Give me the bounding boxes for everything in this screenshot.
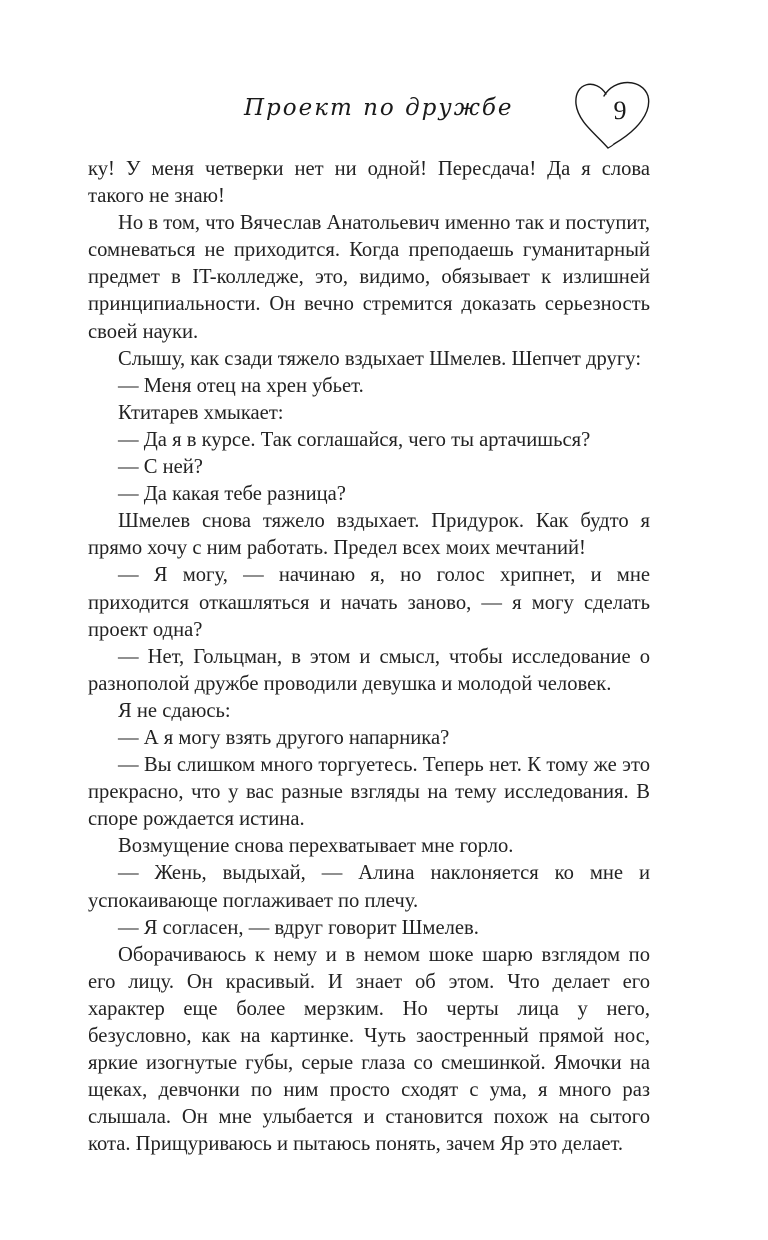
body-text <box>88 156 650 1158</box>
page-number-badge <box>568 74 658 154</box>
running-title: Проект по дружбе <box>244 95 514 121</box>
dialogue-line: — Нет, Гольцман, в этом и смысл, чтобы исследование о разнополой дружбе проводили девушка и молодой человек. <box>88 645 650 695</box>
dialogue-line: — Я согласен, — вдруг говорит Шмелев. <box>118 916 479 939</box>
paragraph: Шмелев снова тяжело вздыхает. Придурок. Как будто я прямо хочу с ним работать. Предел всех моих мечтаний! <box>88 510 650 560</box>
dialogue-line: — Меня отец на хрен убьет. <box>118 374 364 397</box>
paragraph: ку! У меня четверки нет ни одной! Пересдача! Да я слова такого не знаю! <box>88 158 650 208</box>
paragraph: Ктитарев хмыкает: <box>118 401 284 424</box>
paragraph: Оборачиваюсь к нему и в немом шоке шарю взглядом по его лицу. Он красивый. И знает об этом. Что делает его характер еще более мерзким. Но черты лица у него, безусловно, как на картинке. Чуть заостренный прямой нос, яркие изогнутые губы, серые глаза со смешинкой. Ямочки на щеках, девчонки по ним просто сходят с ума, я много раз слышала. Он мне улыбается и становится похож на сытого кота. Прищуриваюсь и пытаюсь понять, зачем Яр это делает. <box>88 943 650 1156</box>
paragraph: Я не сдаюсь: <box>118 699 231 722</box>
dialogue-line: — Я могу, — начинаю я, но голос хрипнет, и мне приходится откашляться и начать заново, — я могу сделать проект одна? <box>88 564 650 641</box>
dialogue-line: — Жень, выдыхай, — Алина наклоняется ко мне и успокаивающе поглаживает по плечу. <box>88 862 650 912</box>
page-number: 9 <box>613 96 627 125</box>
dialogue-line: — Да я в курсе. Так соглашайся, чего ты артачишься? <box>118 428 591 451</box>
dialogue-line: — А я могу взять другого напарника? <box>118 726 450 749</box>
paragraph: Слышу, как сзади тяжело вздыхает Шмелев. Шепчет другу: <box>118 347 642 370</box>
paragraph: Возмущение снова перехватывает мне горло. <box>118 835 514 858</box>
dialogue-line: — С ней? <box>118 456 203 479</box>
dialogue-line: — Да какая тебе разница? <box>118 483 346 506</box>
dialogue-line: — Вы слишком много торгуетесь. Теперь нет. К тому же это прекрасно, что у вас разные взгляды на тему исследования. В споре рождается истина. <box>88 754 650 831</box>
paragraph: Но в том, что Вячеслав Анатольевич именно так и поступит, сомневаться не приходится. Когда преподаешь гуманитарный предмет в IT-колледже, это, видимо, обязывает к излишней принципиальности. Он вечно стремится доказать серьезность своей науки. <box>88 212 650 343</box>
